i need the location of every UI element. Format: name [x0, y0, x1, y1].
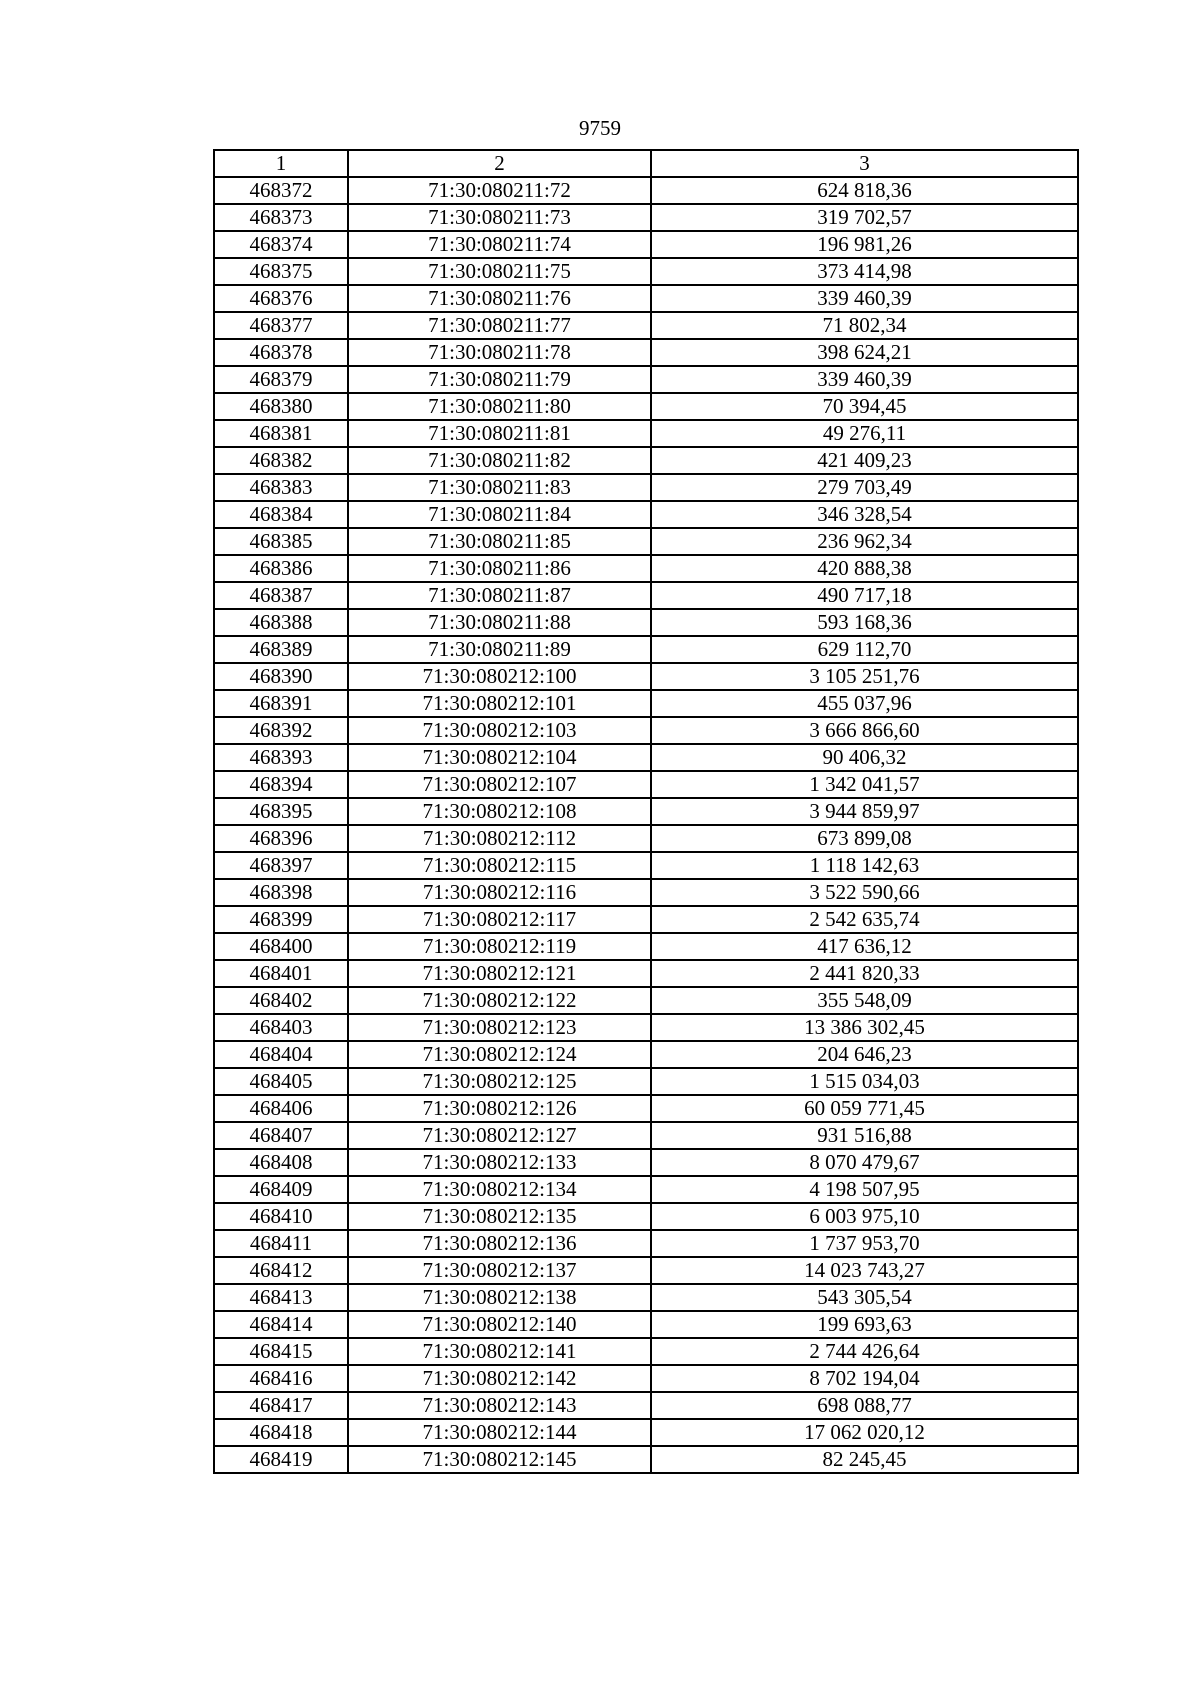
row-number-cell: 468409	[214, 1176, 348, 1203]
cadastral-value-cell: 8 702 194,04	[651, 1365, 1078, 1392]
cadastral-value-cell: 1 737 953,70	[651, 1230, 1078, 1257]
row-number-cell: 468380	[214, 393, 348, 420]
cadastral-value-cell: 4 198 507,95	[651, 1176, 1078, 1203]
cadastral-number-cell: 71:30:080212:135	[348, 1203, 651, 1230]
cadastral-number-cell: 71:30:080211:88	[348, 609, 651, 636]
cadastral-number-cell: 71:30:080212:136	[348, 1230, 651, 1257]
cadastral-value-cell: 196 981,26	[651, 231, 1078, 258]
table-row	[214, 420, 1078, 447]
table-row	[214, 960, 1078, 987]
row-number-cell: 468406	[214, 1095, 348, 1122]
cadastral-number-cell: 71:30:080212:133	[348, 1149, 651, 1176]
cadastral-value-cell: 543 305,54	[651, 1284, 1078, 1311]
cadastral-number-cell: 71:30:080212:142	[348, 1365, 651, 1392]
row-number-cell: 468377	[214, 312, 348, 339]
cadastral-value-cell: 17 062 020,12	[651, 1419, 1078, 1446]
cadastral-number-cell: 71:30:080211:73	[348, 204, 651, 231]
cadastral-number-cell: 71:30:080211:85	[348, 528, 651, 555]
row-number-cell: 468405	[214, 1068, 348, 1095]
cadastral-number-cell: 71:30:080212:125	[348, 1068, 651, 1095]
table-row	[214, 285, 1078, 312]
cadastral-number-cell: 71:30:080211:89	[348, 636, 651, 663]
cadastral-number-cell: 71:30:080212:112	[348, 825, 651, 852]
cadastral-number-cell: 71:30:080211:80	[348, 393, 651, 420]
cadastral-number-cell: 71:30:080211:84	[348, 501, 651, 528]
cadastral-number-cell: 71:30:080212:121	[348, 960, 651, 987]
cadastral-number-cell: 71:30:080211:83	[348, 474, 651, 501]
cadastral-number-cell: 71:30:080212:119	[348, 933, 651, 960]
row-number-cell: 468386	[214, 555, 348, 582]
cadastral-value-cell: 8 070 479,67	[651, 1149, 1078, 1176]
cadastral-number-cell: 71:30:080211:81	[348, 420, 651, 447]
cadastral-number-cell: 71:30:080211:75	[348, 258, 651, 285]
cadastral-value-cell: 2 542 635,74	[651, 906, 1078, 933]
table-row	[214, 258, 1078, 285]
row-number-cell: 468374	[214, 231, 348, 258]
row-number-cell: 468417	[214, 1392, 348, 1419]
row-number-cell: 468419	[214, 1446, 348, 1473]
table-row	[214, 1041, 1078, 1068]
table-body	[214, 150, 1078, 1473]
table-row	[214, 1284, 1078, 1311]
column-header: 3	[651, 150, 1078, 177]
cadastral-number-cell: 71:30:080212:134	[348, 1176, 651, 1203]
cadastral-value-cell: 204 646,23	[651, 1041, 1078, 1068]
cadastral-value-cell: 90 406,32	[651, 744, 1078, 771]
cadastral-value-cell: 60 059 771,45	[651, 1095, 1078, 1122]
row-number-cell: 468376	[214, 285, 348, 312]
cadastral-value-cell: 339 460,39	[651, 366, 1078, 393]
row-number-cell: 468397	[214, 852, 348, 879]
row-number-cell: 468391	[214, 690, 348, 717]
table-row	[214, 231, 1078, 258]
table-row	[214, 1176, 1078, 1203]
table-row	[214, 636, 1078, 663]
cadastral-value-cell: 3 666 866,60	[651, 717, 1078, 744]
row-number-cell: 468394	[214, 771, 348, 798]
row-number-cell: 468402	[214, 987, 348, 1014]
cadastral-number-cell: 71:30:080211:77	[348, 312, 651, 339]
cadastral-number-cell: 71:30:080212:123	[348, 1014, 651, 1041]
cadastral-value-cell: 3 944 859,97	[651, 798, 1078, 825]
table-row	[214, 1392, 1078, 1419]
row-number-cell: 468378	[214, 339, 348, 366]
cadastral-value-cell: 13 386 302,45	[651, 1014, 1078, 1041]
row-number-cell: 468379	[214, 366, 348, 393]
cadastral-value-cell: 339 460,39	[651, 285, 1078, 312]
table-row	[214, 366, 1078, 393]
cadastral-number-cell: 71:30:080211:72	[348, 177, 651, 204]
row-number-cell: 468399	[214, 906, 348, 933]
table-row	[214, 1203, 1078, 1230]
table-row	[214, 528, 1078, 555]
row-number-cell: 468398	[214, 879, 348, 906]
table-row	[214, 1122, 1078, 1149]
table-row	[214, 312, 1078, 339]
cadastral-number-cell: 71:30:080212:117	[348, 906, 651, 933]
table-row	[214, 501, 1078, 528]
row-number-cell: 468390	[214, 663, 348, 690]
row-number-cell: 468418	[214, 1419, 348, 1446]
cadastral-number-cell: 71:30:080212:127	[348, 1122, 651, 1149]
row-number-cell: 468381	[214, 420, 348, 447]
table-row	[214, 1095, 1078, 1122]
row-number-cell: 468416	[214, 1365, 348, 1392]
table-row	[214, 690, 1078, 717]
table-row	[214, 987, 1078, 1014]
row-number-cell: 468372	[214, 177, 348, 204]
row-number-cell: 468412	[214, 1257, 348, 1284]
cadastral-value-cell: 931 516,88	[651, 1122, 1078, 1149]
row-number-cell: 468414	[214, 1311, 348, 1338]
table-row	[214, 393, 1078, 420]
cadastral-number-cell: 71:30:080212:100	[348, 663, 651, 690]
cadastral-value-cell: 417 636,12	[651, 933, 1078, 960]
cadastral-value-cell: 14 023 743,27	[651, 1257, 1078, 1284]
cadastral-value-cell: 629 112,70	[651, 636, 1078, 663]
table-row	[214, 1419, 1078, 1446]
cadastral-value-cell: 82 245,45	[651, 1446, 1078, 1473]
table-row	[214, 555, 1078, 582]
row-number-cell: 468404	[214, 1041, 348, 1068]
cadastral-value-cell: 199 693,63	[651, 1311, 1078, 1338]
table-row	[214, 447, 1078, 474]
table-row	[214, 339, 1078, 366]
table-row	[214, 1068, 1078, 1095]
table-row	[214, 798, 1078, 825]
cadastral-value-cell: 698 088,77	[651, 1392, 1078, 1419]
cadastral-value-cell: 70 394,45	[651, 393, 1078, 420]
row-number-cell: 468410	[214, 1203, 348, 1230]
table-row	[214, 1446, 1078, 1473]
row-number-cell: 468413	[214, 1284, 348, 1311]
cadastral-number-cell: 71:30:080212:108	[348, 798, 651, 825]
cadastral-number-cell: 71:30:080212:104	[348, 744, 651, 771]
cadastral-value-cell: 490 717,18	[651, 582, 1078, 609]
cadastral-number-cell: 71:30:080211:76	[348, 285, 651, 312]
row-number-cell: 468400	[214, 933, 348, 960]
table-row	[214, 474, 1078, 501]
table-row	[214, 1149, 1078, 1176]
cadastral-number-cell: 71:30:080212:115	[348, 852, 651, 879]
table-row	[214, 906, 1078, 933]
cadastral-value-cell: 236 962,34	[651, 528, 1078, 555]
table-row	[214, 717, 1078, 744]
cadastral-value-cell: 421 409,23	[651, 447, 1078, 474]
table-row	[214, 879, 1078, 906]
table-row	[214, 204, 1078, 231]
cadastral-value-cell: 455 037,96	[651, 690, 1078, 717]
cadastral-number-cell: 71:30:080212:138	[348, 1284, 651, 1311]
cadastral-value-cell: 319 702,57	[651, 204, 1078, 231]
row-number-cell: 468383	[214, 474, 348, 501]
cadastral-value-cell: 3 105 251,76	[651, 663, 1078, 690]
row-number-cell: 468387	[214, 582, 348, 609]
row-number-cell: 468373	[214, 204, 348, 231]
cadastral-number-cell: 71:30:080212:145	[348, 1446, 651, 1473]
column-header: 1	[214, 150, 348, 177]
row-number-cell: 468415	[214, 1338, 348, 1365]
table-row	[214, 852, 1078, 879]
cadastral-number-cell: 71:30:080212:140	[348, 1311, 651, 1338]
row-number-cell: 468411	[214, 1230, 348, 1257]
table-row	[214, 1311, 1078, 1338]
table-row	[214, 1338, 1078, 1365]
cadastral-number-cell: 71:30:080211:74	[348, 231, 651, 258]
table-header-row	[214, 150, 1078, 177]
cadastral-number-cell: 71:30:080211:82	[348, 447, 651, 474]
cadastral-value-cell: 1 118 142,63	[651, 852, 1078, 879]
row-number-cell: 468385	[214, 528, 348, 555]
table-row	[214, 1257, 1078, 1284]
table-row	[214, 609, 1078, 636]
table-row	[214, 1230, 1078, 1257]
cadastral-value-cell: 279 703,49	[651, 474, 1078, 501]
cadastral-value-cell: 6 003 975,10	[651, 1203, 1078, 1230]
cadastral-number-cell: 71:30:080211:78	[348, 339, 651, 366]
cadastral-value-cell: 420 888,38	[651, 555, 1078, 582]
row-number-cell: 468384	[214, 501, 348, 528]
cadastral-value-cell: 355 548,09	[651, 987, 1078, 1014]
cadastral-number-cell: 71:30:080212:124	[348, 1041, 651, 1068]
cadastral-number-cell: 71:30:080212:126	[348, 1095, 651, 1122]
cadastral-value-cell: 2 441 820,33	[651, 960, 1078, 987]
row-number-cell: 468395	[214, 798, 348, 825]
table-row	[214, 663, 1078, 690]
row-number-cell: 468388	[214, 609, 348, 636]
cadastral-value-cell: 3 522 590,66	[651, 879, 1078, 906]
cadastral-value-cell: 1 515 034,03	[651, 1068, 1078, 1095]
table-row	[214, 1014, 1078, 1041]
table-row	[214, 771, 1078, 798]
cadastral-value-cell: 673 899,08	[651, 825, 1078, 852]
cadastral-number-cell: 71:30:080212:122	[348, 987, 651, 1014]
cadastral-number-cell: 71:30:080212:103	[348, 717, 651, 744]
table-row	[214, 582, 1078, 609]
column-header: 2	[348, 150, 651, 177]
cadastral-number-cell: 71:30:080211:87	[348, 582, 651, 609]
row-number-cell: 468382	[214, 447, 348, 474]
cadastral-value-cell: 71 802,34	[651, 312, 1078, 339]
table-row	[214, 744, 1078, 771]
table-row	[214, 825, 1078, 852]
cadastral-number-cell: 71:30:080211:79	[348, 366, 651, 393]
cadastral-value-cell: 593 168,36	[651, 609, 1078, 636]
cadastral-number-cell: 71:30:080211:86	[348, 555, 651, 582]
cadastral-number-cell: 71:30:080212:144	[348, 1419, 651, 1446]
cadastral-value-cell: 49 276,11	[651, 420, 1078, 447]
cadastral-number-cell: 71:30:080212:141	[348, 1338, 651, 1365]
cadastral-value-cell: 373 414,98	[651, 258, 1078, 285]
page-number: 9759	[579, 116, 621, 140]
cadastral-number-cell: 71:30:080212:137	[348, 1257, 651, 1284]
row-number-cell: 468393	[214, 744, 348, 771]
cadastral-value-cell: 624 818,36	[651, 177, 1078, 204]
table-row	[214, 1365, 1078, 1392]
cadastral-value-cell: 346 328,54	[651, 501, 1078, 528]
row-number-cell: 468396	[214, 825, 348, 852]
cadastral-value-cell: 1 342 041,57	[651, 771, 1078, 798]
cadastral-number-cell: 71:30:080212:143	[348, 1392, 651, 1419]
table-row	[214, 933, 1078, 960]
cadastral-number-cell: 71:30:080212:107	[348, 771, 651, 798]
cadastral-number-cell: 71:30:080212:101	[348, 690, 651, 717]
table-row	[214, 177, 1078, 204]
row-number-cell: 468407	[214, 1122, 348, 1149]
cadastral-number-cell: 71:30:080212:116	[348, 879, 651, 906]
row-number-cell: 468403	[214, 1014, 348, 1041]
row-number-cell: 468375	[214, 258, 348, 285]
cadastral-value-cell: 2 744 426,64	[651, 1338, 1078, 1365]
row-number-cell: 468408	[214, 1149, 348, 1176]
cadastral-value-table	[213, 149, 1079, 1474]
row-number-cell: 468392	[214, 717, 348, 744]
row-number-cell: 468401	[214, 960, 348, 987]
row-number-cell: 468389	[214, 636, 348, 663]
cadastral-value-cell: 398 624,21	[651, 339, 1078, 366]
